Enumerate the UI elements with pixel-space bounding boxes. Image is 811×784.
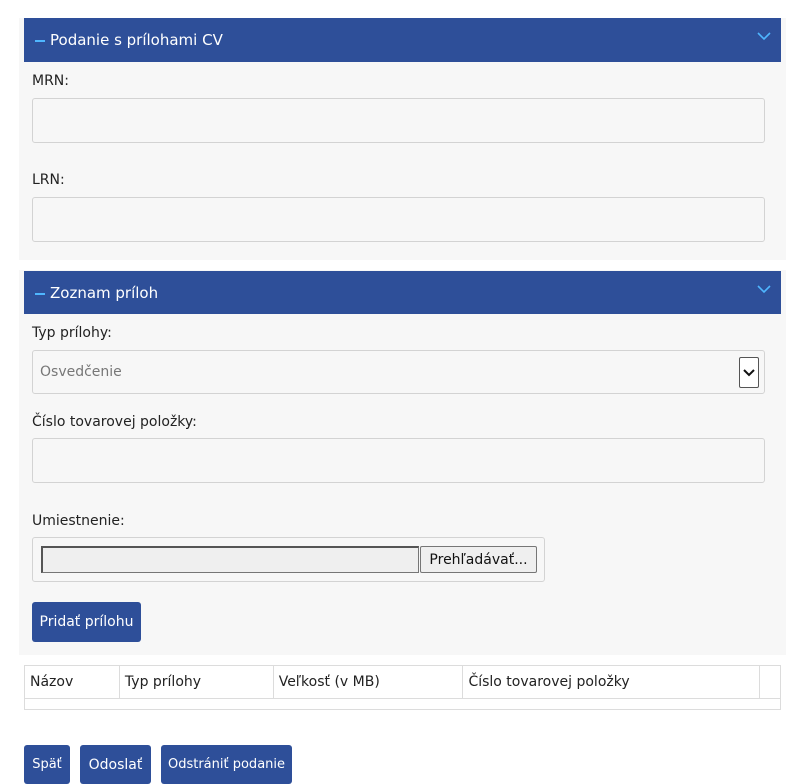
cv-panel-header[interactable] bbox=[24, 18, 781, 62]
browse-button[interactable]: Prehľadávať... bbox=[420, 546, 537, 573]
table-empty-row bbox=[25, 699, 781, 710]
column-header-item-number[interactable]: Číslo tovarovej položky bbox=[463, 666, 760, 699]
table-header-row bbox=[25, 666, 781, 699]
item-number-input[interactable] bbox=[32, 438, 765, 483]
file-upload bbox=[32, 537, 545, 582]
column-header-name[interactable]: Názov bbox=[25, 666, 120, 699]
collapse-dash-icon bbox=[35, 40, 45, 42]
file-path-field[interactable] bbox=[41, 546, 419, 573]
remove-submission-button[interactable]: Odstrániť podanie bbox=[161, 745, 292, 784]
mrn-input[interactable] bbox=[32, 98, 765, 143]
location-label: Umiestnenie: bbox=[32, 513, 125, 529]
attachments-panel-title: Zoznam príloh bbox=[50, 283, 159, 302]
back-button[interactable]: Späť bbox=[24, 745, 70, 784]
collapse-dash-icon bbox=[35, 293, 45, 295]
column-header-spacer bbox=[759, 666, 780, 699]
lrn-input[interactable] bbox=[32, 197, 765, 242]
cv-panel-title: Podanie s prílohami CV bbox=[50, 31, 223, 49]
mrn-label: MRN: bbox=[32, 73, 69, 89]
item-number-label: Číslo tovarovej položky: bbox=[32, 414, 197, 430]
column-header-type[interactable]: Typ prílohy bbox=[119, 666, 273, 699]
attachment-type-label: Typ prílohy: bbox=[32, 325, 112, 341]
attachments-panel-header[interactable] bbox=[24, 271, 781, 314]
attachment-type-select[interactable] bbox=[32, 350, 765, 394]
column-header-size[interactable]: Veľkosť (v MB) bbox=[273, 666, 463, 699]
send-button[interactable]: Odoslať bbox=[80, 745, 151, 784]
chevron-down-icon[interactable] bbox=[757, 31, 771, 41]
attachment-type-value: Osvedčenie bbox=[40, 364, 122, 380]
attachments-table bbox=[24, 665, 781, 710]
add-attachment-button[interactable]: Pridať prílohu bbox=[32, 602, 141, 642]
lrn-label: LRN: bbox=[32, 172, 65, 188]
chevron-down-icon[interactable] bbox=[757, 284, 771, 294]
select-arrow-icon[interactable] bbox=[739, 357, 759, 388]
